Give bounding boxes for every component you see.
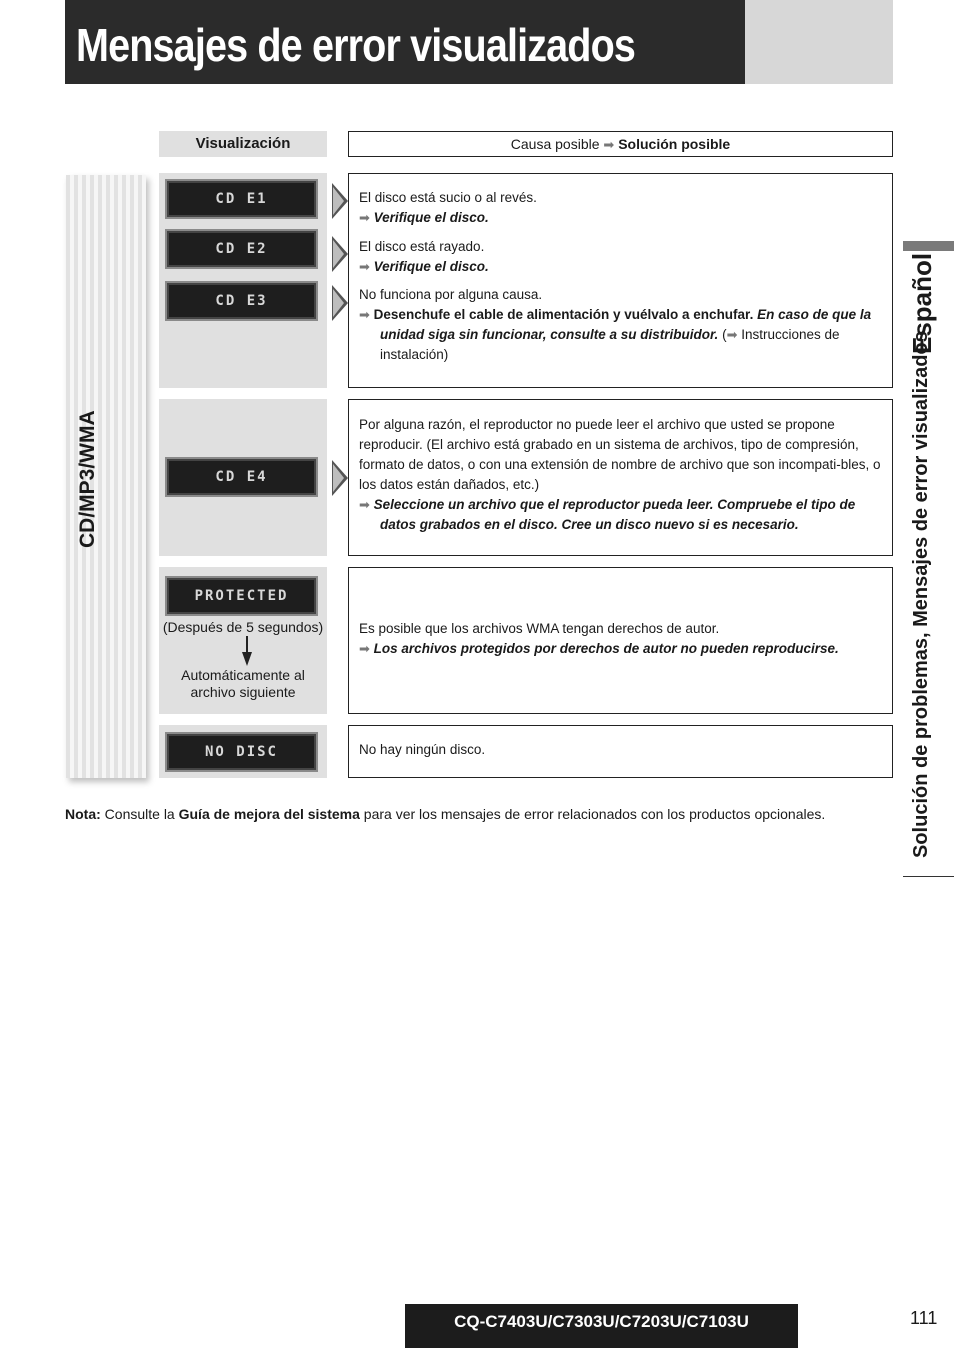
arrow-icon: ➡ [359, 210, 370, 225]
lcd-display-cd-e3: CD E3 [165, 281, 318, 321]
footnote-guide-name: Guía de mejora del sistema [178, 806, 360, 822]
cause-text: Es posible que los archivos WMA tengan derechos de autor. [359, 621, 720, 636]
page-title: Mensajes de error visualizados [76, 19, 636, 71]
footnote-post: para ver los mensajes de error relacionados con los productos opcionales. [363, 806, 826, 822]
pointer-arrow-icon [332, 236, 348, 272]
cause-cd-e2 [359, 237, 881, 277]
side-section-title: Solución de problemas, Mensajes de error visualizados [910, 331, 932, 858]
side-tab-bar [903, 241, 954, 251]
page-number: 111 [910, 1308, 938, 1328]
model-number-banner: CQ-C7403U/C7303U/C7203U/C7103U [405, 1304, 798, 1348]
next-file-note: Automáticamente al archivo siguiente [181, 667, 305, 700]
lcd-display-cd-e2: CD E2 [165, 229, 318, 269]
section-label: CD/MP3/WMA [76, 410, 99, 548]
cause-cd-e3 [359, 285, 881, 365]
down-arrow-head-icon [242, 652, 252, 666]
lcd-display-no-disc: NO DISC [165, 732, 318, 772]
cause-text: No funciona por alguna causa. [359, 287, 543, 302]
language-label: Español [907, 252, 937, 354]
cause-text: Por alguna razón, el reproductor no puede leer el archivo que usted se propone reproducir. (El archivo está grabado en un sistema de archivos, tipo de compresión, formato de datos, o con una extensión de nombre de archivo que son incompati-bles, o los datos están dañados, etc.) [359, 417, 881, 492]
solution-text-italic: En caso de que la unidad siga sin funcionar, consulte a su distribuidor. [380, 307, 872, 342]
cause-protected [359, 619, 881, 659]
footnote-label: Nota: [65, 806, 101, 822]
solution-text-bold: Desenchufe el cable de alimentación y vuélvalo a enchufar. [373, 307, 754, 322]
arrow-icon: ➡ [726, 327, 738, 342]
arrow-icon: ➡ [359, 641, 370, 656]
side-divider [903, 876, 954, 877]
after-5-seconds-note: (Después de 5 segundos) [162, 619, 324, 635]
footnote [65, 806, 825, 822]
arrow-icon: ➡ [603, 137, 615, 152]
solution-text: Verifique el disco. [373, 259, 489, 274]
pointer-arrow-icon [332, 460, 348, 496]
arrow-icon: ➡ [359, 307, 370, 322]
footnote-pre: Consulte la [104, 806, 175, 822]
pointer-arrow-icon [332, 285, 348, 321]
installation-reference: Instrucciones de instalación) [380, 327, 840, 362]
cause-cd-e1 [359, 188, 881, 228]
display-column-header: Visualización [159, 131, 327, 157]
solution-header-label: Solución posible [618, 136, 731, 152]
cause-text: El disco está rayado. [359, 239, 485, 254]
solution-text: Los archivos protegidos por derechos de autor no pueden reproducirse. [373, 641, 839, 656]
cause-header-label: Causa posible [510, 136, 600, 152]
lcd-display-cd-e4: CD E4 [165, 457, 318, 497]
cause-cd-e4 [359, 415, 881, 535]
solution-text: Seleccione un archivo que el reproductor pueda leer. Compruebe el tipo de datos grabados en el disco. Cree un disco nuevo si es necesario. [373, 497, 856, 532]
cause-column-header [348, 131, 893, 157]
lcd-display-protected: PROTECTED [165, 576, 318, 616]
cause-no-disc: No hay ningún disco. [359, 742, 486, 757]
arrow-icon: ➡ [359, 497, 370, 512]
pointer-arrow-icon [332, 183, 348, 219]
arrow-icon: ➡ [359, 259, 370, 274]
lcd-display-cd-e1: CD E1 [165, 179, 318, 219]
solution-text: Verifique el disco. [373, 210, 489, 225]
ref-open: ( [722, 327, 727, 342]
cause-text: El disco está sucio o al revés. [359, 190, 537, 205]
